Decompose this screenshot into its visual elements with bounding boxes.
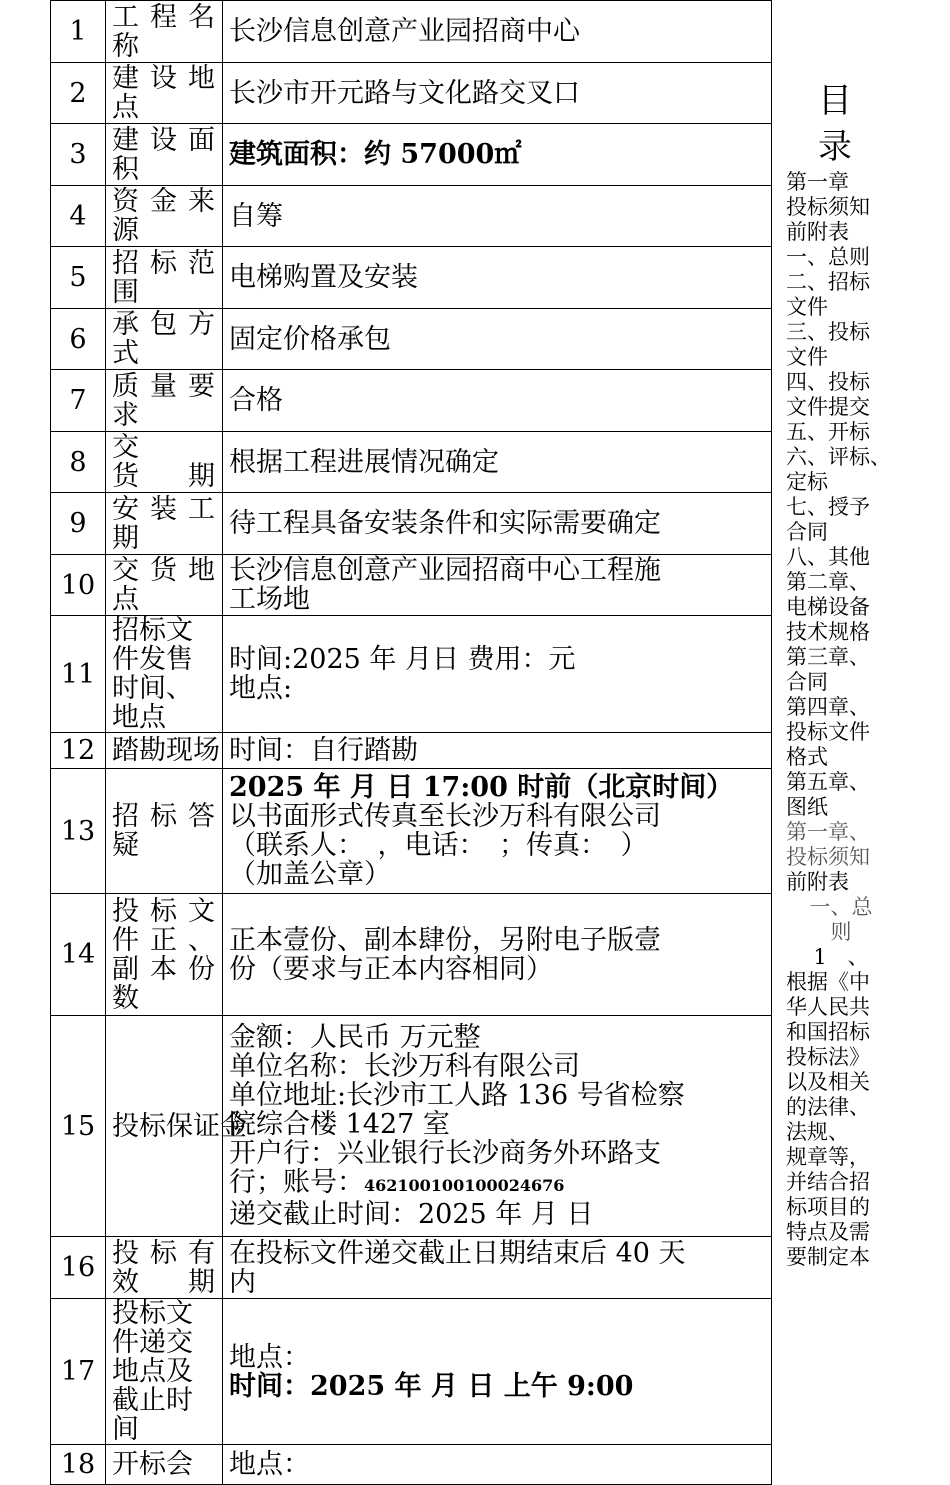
row-value-line: 地点: (229, 673, 293, 704)
toc-item: 电梯设备 (786, 595, 870, 619)
table-row (51, 370, 772, 432)
row-value-line: 建筑面积：约 57000㎡ (229, 139, 522, 170)
toc-item: 并结合招 (786, 1170, 870, 1194)
table-row (51, 1, 772, 63)
toc-item: 一、总 (809, 895, 873, 919)
table-row (51, 309, 772, 370)
row-value-line: 固定价格承包 (229, 323, 391, 355)
row-number: 8 (51, 432, 106, 493)
row-value-line: 以书面形式传真至长沙万科有限公司 (229, 801, 661, 832)
row-number: 3 (51, 124, 106, 186)
toc-item: 华人民共 (786, 995, 870, 1019)
row-label: 招标文件发售时间、地点 (106, 616, 223, 733)
toc-item: 一、总则 (786, 245, 870, 269)
toc-item: 第一章 (786, 170, 849, 194)
toc-item: 二、招标 (786, 270, 870, 294)
row-value-line: 开户行：兴业银行长沙商务外环路支 (229, 1138, 661, 1169)
toc-item: 以及相关 (786, 1070, 870, 1094)
row-label: 招标范围 (106, 247, 223, 309)
row-value-line: 根据工程进展情况确定 (229, 446, 499, 478)
toc-heading-2: 录 (818, 127, 852, 167)
toc-item: 格式 (786, 745, 828, 769)
row-label: 工程名称 (106, 1, 223, 63)
row-number: 17 (51, 1299, 106, 1445)
row-value (223, 247, 772, 309)
row-label: 质量要求 (106, 370, 223, 432)
toc-item: 技术规格 (786, 620, 870, 644)
table-row (51, 247, 772, 309)
row-number: 4 (51, 186, 106, 247)
row-value-line: 工场地 (229, 584, 310, 615)
toc-item: 文件 (786, 295, 828, 319)
row-number: 12 (51, 733, 106, 769)
row-value-line: 正本壹份、副本肆份，另附电子版壹 (229, 924, 661, 956)
row-value-line: 院综合楼 1427 室 (229, 1109, 450, 1140)
row-label: 安装工期 (106, 493, 223, 555)
row-value-line: 在投标文件递交截止日期结束后 40 天 (229, 1237, 686, 1269)
tender-info-table (50, 0, 772, 1485)
row-number: 16 (51, 1237, 106, 1299)
table-row (51, 894, 772, 1016)
row-value (223, 1237, 772, 1299)
row-number: 6 (51, 309, 106, 370)
row-number: 15 (51, 1016, 106, 1237)
row-number: 1 (51, 1, 106, 63)
table-row (51, 1016, 772, 1237)
row-value (223, 555, 772, 616)
table-row (51, 1445, 772, 1485)
row-label: 开标会 (106, 1445, 223, 1485)
row-value-line: 时间:2025 年 月日 费用：元 (229, 644, 576, 675)
row-value-line: 时间：2025 年 月 日 上午 9:00 (229, 1370, 634, 1402)
toc-item: 投标文件 (786, 720, 870, 744)
row-value (223, 894, 772, 1016)
row-label: 投标文件正、副本份数 (106, 894, 223, 1016)
row-value-line: 地点： (229, 1341, 310, 1373)
row-value (223, 186, 772, 247)
toc-item: 第三章、 (786, 645, 870, 669)
row-number: 13 (51, 769, 106, 894)
row-value-line: 单位地址:长沙市工人路 136 号省检察 (229, 1080, 685, 1111)
row-label: 资金来源 (106, 186, 223, 247)
row-number: 11 (51, 616, 106, 733)
row-number: 10 (51, 555, 106, 616)
table-row (51, 616, 772, 733)
toc-item: 文件 (786, 345, 828, 369)
toc-item: 投标须知 (786, 195, 870, 219)
row-value-line: 长沙信息创意产业园招商中心工程施 (229, 555, 661, 586)
row-value-line: 长沙信息创意产业园招商中心 (229, 16, 580, 47)
toc-item: 六、评标、 (786, 445, 891, 469)
table-row (51, 432, 772, 493)
row-value-line: （加盖公章） (229, 859, 391, 890)
toc-item: 特点及需 (786, 1220, 870, 1244)
row-value (223, 370, 772, 432)
row-value (223, 1, 772, 63)
row-label: 踏勘现场 (106, 733, 223, 769)
row-number: 7 (51, 370, 106, 432)
row-number: 14 (51, 894, 106, 1016)
toc-item: 法规、 (786, 1120, 849, 1144)
row-value (223, 432, 772, 493)
table-row (51, 63, 772, 124)
toc-item: 的法律、 (786, 1095, 870, 1119)
row-value (223, 616, 772, 733)
row-label: 招标答疑 (106, 769, 223, 894)
toc-item: 和国招标 (786, 1020, 870, 1044)
row-value-line: 地点： (229, 1449, 310, 1480)
account-number: 462100100100024676 (364, 1176, 565, 1195)
toc-item: 三、投标 (786, 320, 870, 344)
toc-heading-1: 目 (818, 81, 852, 121)
toc-item: 第四章、 (786, 695, 870, 719)
row-number: 2 (51, 63, 106, 124)
toc-item: 文件提交 (786, 395, 870, 419)
toc-item: 要制定本 (786, 1245, 870, 1269)
row-value (223, 1445, 772, 1485)
row-label: 交货地点 (106, 555, 223, 616)
table-row (51, 493, 772, 555)
row-value-line: 时间：自行踏勘 (229, 735, 418, 766)
row-number: 18 (51, 1445, 106, 1485)
toc-item: 第五章、 (786, 770, 870, 794)
table-row (51, 124, 772, 186)
row-value-line: 金额：人民币 万元整 (229, 1022, 481, 1053)
row-value-line: 2025 年 月 日 17:00 时前（北京时间） (229, 772, 734, 803)
row-value-line: 单位名称：长沙万科有限公司 (229, 1051, 580, 1082)
table-of-contents (786, 78, 896, 1270)
row-label: 交 货期 (106, 432, 223, 493)
row-label: 承包方式 (106, 309, 223, 370)
row-value (223, 1299, 772, 1445)
toc-item: 规章等， (786, 1145, 870, 1169)
row-label: 投标文件递交地点及截止时间 (106, 1299, 223, 1445)
row-value (223, 1016, 772, 1237)
toc-item: 七、授予 (786, 495, 870, 519)
row-value-line: （联系人： ，电话： ；传真： ） (229, 830, 648, 861)
toc-item: 投标法》 (786, 1045, 870, 1069)
row-value-line: 内 (229, 1266, 256, 1298)
toc-item: 根据《中 (786, 970, 870, 994)
row-value-line: 递交截止时间：2025 年 月 日 (229, 1199, 594, 1230)
row-number: 9 (51, 493, 106, 555)
table-row (51, 1299, 772, 1445)
table-row (51, 733, 772, 769)
row-value (223, 309, 772, 370)
row-label: 投标保证金 (106, 1016, 223, 1237)
toc-item: 前附表 (786, 870, 849, 894)
row-value (223, 769, 772, 894)
table-row (51, 769, 772, 894)
row-value (223, 63, 772, 124)
row-value-line: 待工程具备安装条件和实际需要确定 (229, 508, 661, 539)
row-value (223, 733, 772, 769)
table-row (51, 555, 772, 616)
row-value-line: 电梯购置及安装 (229, 262, 418, 293)
toc-item: 1 、 (813, 945, 869, 969)
row-label: 建设面积 (106, 124, 223, 186)
row-label: 建设地点 (106, 63, 223, 124)
row-number: 5 (51, 247, 106, 309)
toc-item: 第一章、 (786, 820, 870, 844)
row-label: 投标有效期 (106, 1237, 223, 1299)
toc-item: 合同 (786, 670, 828, 694)
toc-item: 第二章、 (786, 570, 870, 594)
toc-item: 八、其他 (786, 545, 870, 569)
table-row (51, 1237, 772, 1299)
toc-item: 四、投标 (786, 370, 870, 394)
toc-item: 则 (830, 920, 852, 944)
table-row (51, 186, 772, 247)
row-value-line: 行；账号：462100100100024676 (229, 1167, 565, 1198)
toc-item: 合同 (786, 520, 828, 544)
toc-item: 标项目的 (786, 1195, 870, 1219)
row-value-line: 长沙市开元路与文化路交叉口 (229, 77, 580, 109)
toc-item: 投标须知 (786, 845, 870, 869)
row-value-line: 份（要求与正本内容相同） (229, 953, 553, 985)
row-value (223, 124, 772, 186)
row-value (223, 493, 772, 555)
toc-item: 五、开标 (786, 420, 870, 444)
toc-item: 图纸 (786, 795, 828, 819)
toc-item: 定标 (786, 470, 828, 494)
row-value-line: 自筹 (229, 200, 283, 232)
row-value-line: 合格 (229, 385, 283, 416)
toc-item: 前附表 (786, 220, 849, 244)
